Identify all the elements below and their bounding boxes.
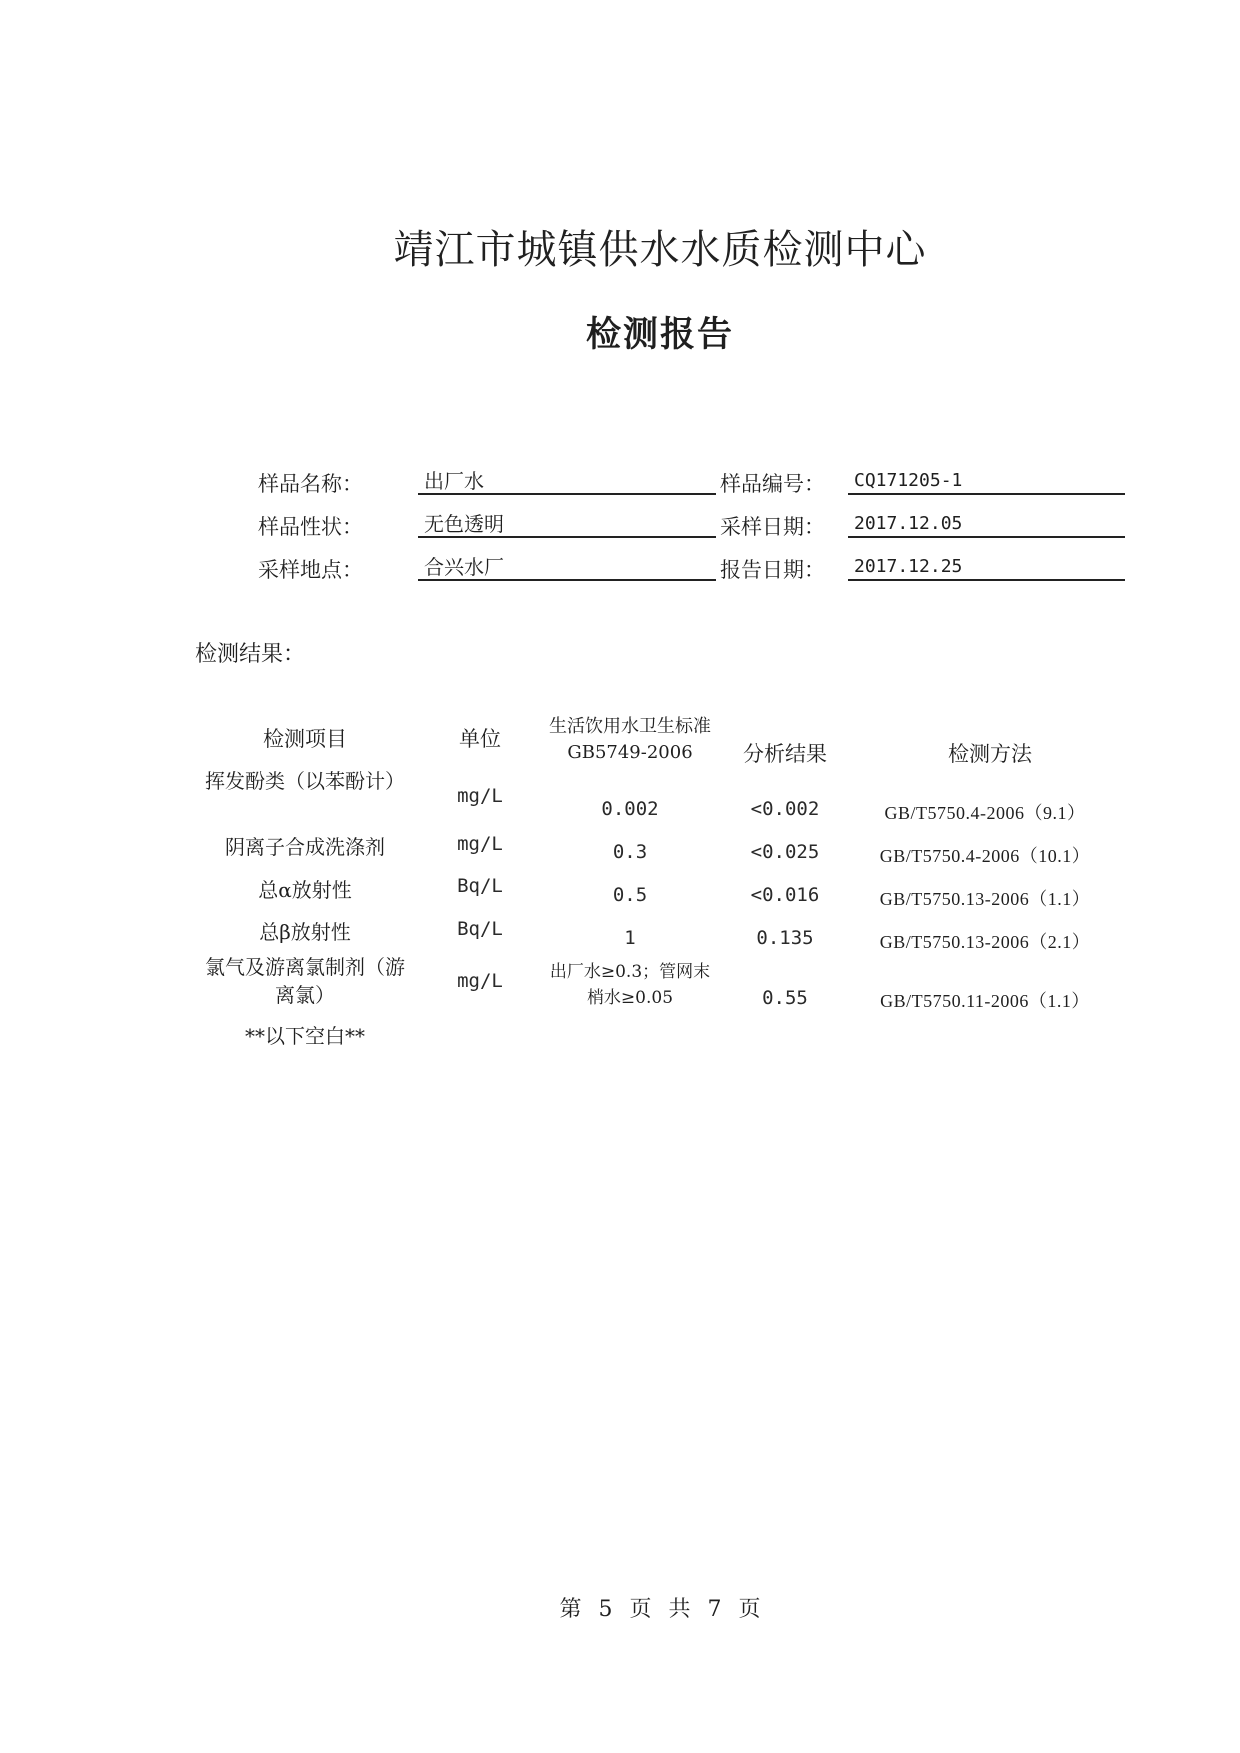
table-row-1-result: <0.002 xyxy=(750,798,820,820)
sample-name-label: 样品名称： xyxy=(258,472,363,496)
header-item: 检测项目 xyxy=(263,727,347,751)
table-row-5-item: 氯气及游离氯制剂（游离氯） xyxy=(205,955,405,1007)
table-row-2-unit: mg/L xyxy=(457,833,503,855)
table-row-5-standard: 出厂水≥0.3；管网末梢水≥0.05 xyxy=(549,962,711,1008)
table-row-3-method: GB/T5750.13-2006（1.1） xyxy=(879,889,1091,909)
table-row-4-unit: Bq/L xyxy=(457,918,503,940)
table-row-5-result: 0.55 xyxy=(762,987,808,1009)
table-row-1-unit: mg/L xyxy=(457,785,503,807)
table-row-4-result: 0.135 xyxy=(756,927,814,949)
table-row-3-unit: Bq/L xyxy=(457,875,503,897)
table-row-2-result: <0.025 xyxy=(750,841,820,863)
sample-state-value: 无色透明 xyxy=(418,510,716,538)
report-title: 检测报告 xyxy=(585,314,734,355)
table-row-2-standard: 0.3 xyxy=(612,841,648,863)
sample-state-label: 样品性状： xyxy=(258,515,363,539)
table-row-5-method: GB/T5750.11-2006（1.1） xyxy=(880,991,1090,1011)
table-row-1-method: GB/T5750.4-2006（9.1） xyxy=(884,803,1086,823)
report-date-value: 2017.12.25 xyxy=(848,553,1125,581)
header-unit: 单位 xyxy=(459,727,501,751)
table-row-3-result: <0.016 xyxy=(750,884,820,906)
header-standard: 生活饮用水卫生标准GB5749-2006 xyxy=(549,716,711,763)
sample-name-value: 出厂水 xyxy=(418,467,716,495)
table-row-3-standard: 0.5 xyxy=(612,884,648,906)
table-end-marker: **以下空白** xyxy=(245,1024,365,1048)
table-row-2-method: GB/T5750.4-2006（10.1） xyxy=(879,846,1091,866)
sampling-date-value: 2017.12.05 xyxy=(848,510,1125,538)
table-row-1-standard: 0.002 xyxy=(601,798,659,820)
table-row-4-item: 总β放射性 xyxy=(259,920,351,944)
table-row-4-standard: 1 xyxy=(624,927,636,949)
table-row-3-item: 总α放射性 xyxy=(258,878,352,902)
header-method: 检测方法 xyxy=(948,742,1032,766)
sampling-location-label: 采样地点： xyxy=(258,558,363,582)
table-row-4-method: GB/T5750.13-2006（2.1） xyxy=(879,932,1091,952)
report-date-label: 报告日期： xyxy=(720,558,825,582)
sampling-date-label: 采样日期： xyxy=(720,515,825,539)
table-row-1-item: 挥发酚类（以苯酚计） xyxy=(205,769,405,793)
results-label: 检测结果： xyxy=(195,642,306,667)
sampling-location-value: 合兴水厂 xyxy=(418,553,716,581)
organization-title: 靖江市城镇供水水质检测中心 xyxy=(393,227,927,273)
table-row-5-unit: mg/L xyxy=(457,970,503,992)
page-number: 第 5 页 共 7 页 xyxy=(559,1597,761,1622)
sample-id-value: CQ171205-1 xyxy=(848,467,1125,495)
table-row-2-item: 阴离子合成洗涤剂 xyxy=(225,835,385,859)
header-result: 分析结果 xyxy=(743,742,827,766)
sample-id-label: 样品编号： xyxy=(720,472,825,496)
